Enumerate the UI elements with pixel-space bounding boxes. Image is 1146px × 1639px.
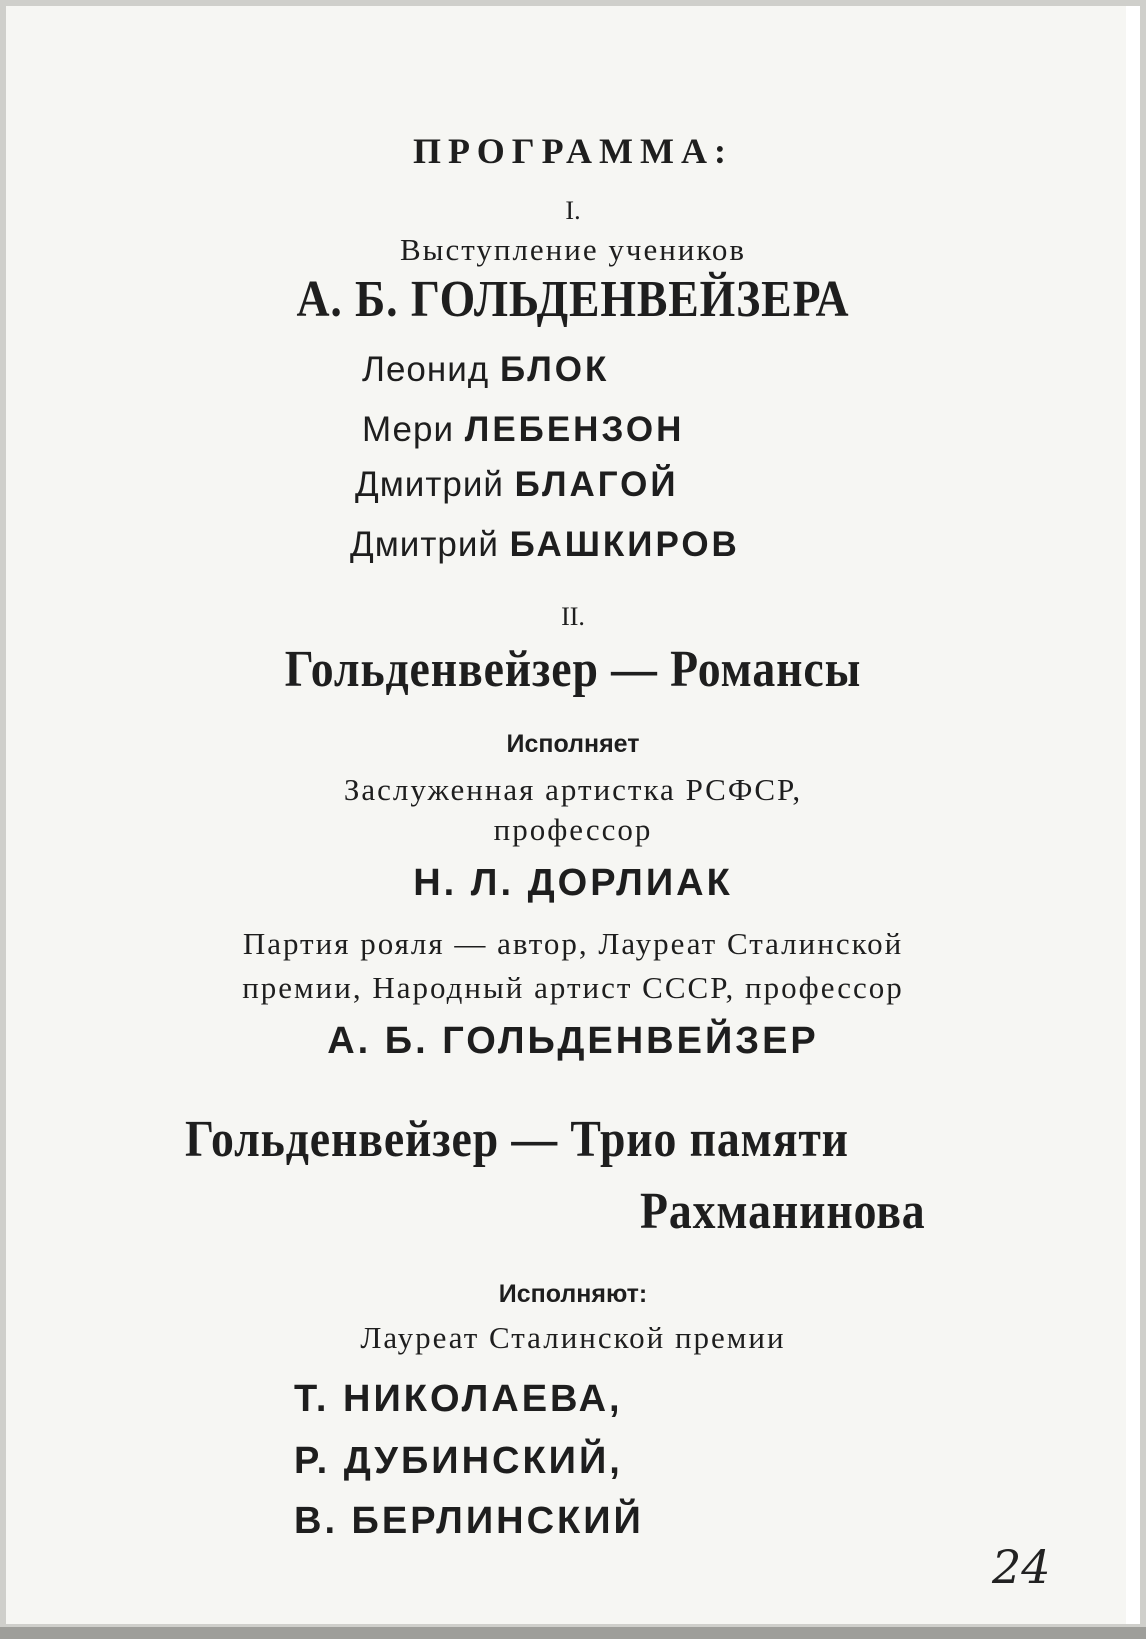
- program-heading: ПРОГРАММА:: [412, 131, 733, 171]
- part-one-intro: Выступление учеников: [399, 232, 747, 267]
- performs-label: Исполняет: [506, 730, 640, 758]
- student-4-first: Дмитрий: [350, 525, 499, 564]
- pianist-name: А. Б. ГОЛЬДЕНВЕЙЗЕР: [327, 1020, 819, 1062]
- handwritten-page-number: 24: [992, 1540, 1051, 1594]
- piano-part-line-2: премии, Народный артист СССР, профессор: [242, 970, 904, 1005]
- performer-2: Р. ДУБИНСКИЙ,: [294, 1440, 623, 1482]
- student-1-last: БЛОК: [499, 350, 610, 389]
- student-3: [355, 465, 679, 505]
- piano-part-line-1: Партия рояля — автор, Лауреат Сталинской: [242, 926, 904, 961]
- student-3-last: БЛАГОЙ: [514, 465, 679, 504]
- student-4-last: БАШКИРОВ: [509, 525, 740, 564]
- part-one-numeral: I.: [565, 196, 581, 225]
- teacher-name: А. Б. ГОЛЬДЕНВЕЙЗЕРА: [296, 271, 850, 328]
- student-1: [362, 350, 609, 390]
- student-4: [350, 525, 740, 565]
- part-two-numeral: II.: [561, 602, 585, 631]
- student-2-first: Мери: [362, 410, 455, 449]
- student-2-last: ЛЕБЕНЗОН: [464, 410, 685, 449]
- work-two-title-line-2: Рахманинова: [640, 1183, 926, 1240]
- work-two-title-line-1: Гольденвейзер — Трио памяти: [185, 1111, 849, 1168]
- singer-title-line-1: Заслуженная артистка РСФСР,: [343, 772, 803, 807]
- student-3-first: Дмитрий: [355, 465, 504, 504]
- performers-title: Лауреат Сталинской премии: [360, 1320, 786, 1355]
- student-1-first: Леонид: [362, 350, 490, 389]
- work-one-title: Гольденвейзер — Романсы: [284, 641, 862, 698]
- performer-1: Т. НИКОЛАЕВА,: [294, 1378, 623, 1420]
- singer-title-line-2: профессор: [493, 812, 653, 847]
- student-2: [362, 410, 684, 450]
- singer-name: Н. Л. ДОРЛИАК: [413, 862, 733, 904]
- performer-3: В. БЕРЛИНСКИЙ: [294, 1500, 644, 1542]
- performers-label: Исполняют:: [498, 1280, 648, 1308]
- page-bottom-edge: [0, 1627, 1146, 1639]
